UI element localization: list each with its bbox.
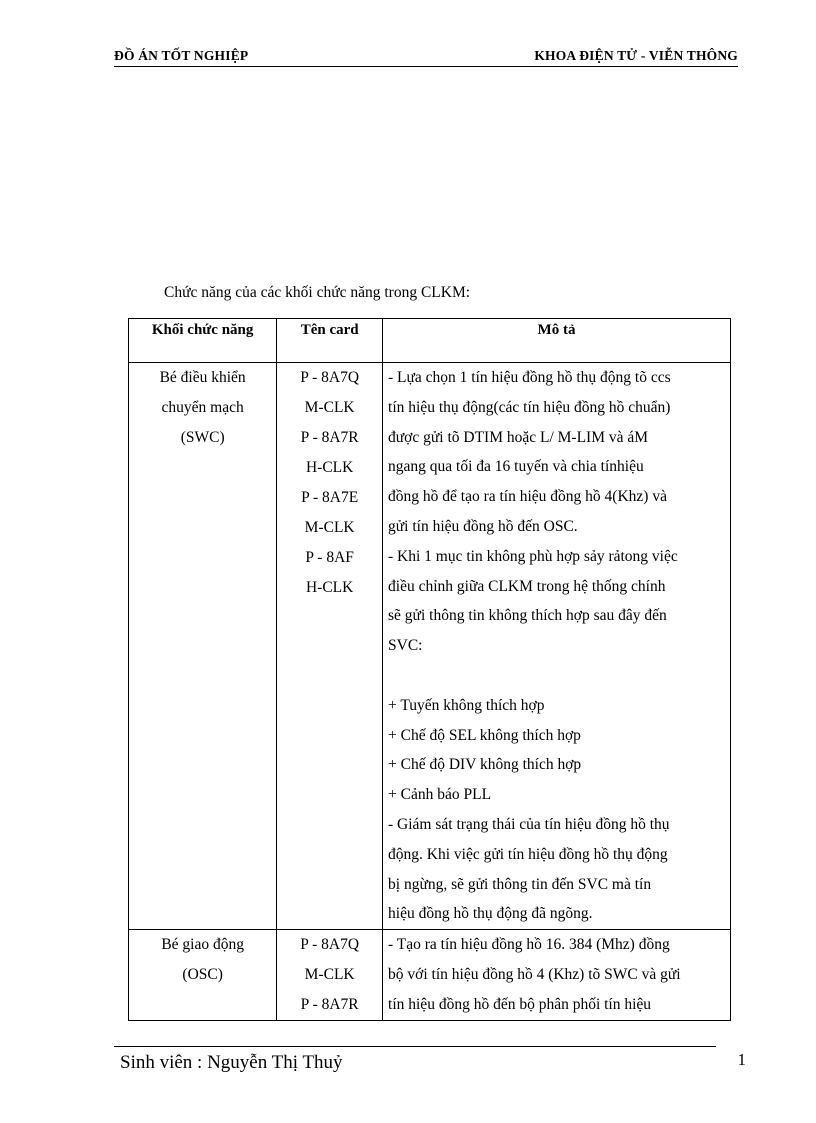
- card-name: H-CLK: [305, 459, 354, 476]
- page-header: [114, 48, 738, 68]
- card-name: M-CLK: [304, 399, 355, 416]
- header-left-title: ĐỒ ÁN TỐT NGHIỆP: [114, 48, 249, 63]
- description-line: điều chỉnh giữa CLKM trong hệ thống chính: [388, 577, 666, 595]
- card-name: P - 8A7E: [301, 489, 359, 506]
- description-line: bị ngừng, sẽ gửi thông tin đến SVC mà tín: [388, 875, 652, 893]
- column-header-block: Khối chức năng: [129, 319, 277, 363]
- header-right-title: KHOA ĐIỆN TỬ - VIỄN THÔNG: [534, 48, 738, 63]
- description-line: - Khi 1 mục tin không phù hợp sảy rảtong việc: [388, 547, 678, 565]
- description-line: SVC:: [388, 637, 423, 655]
- card-name: P - 8A7Q: [300, 369, 360, 386]
- description-line: + Cảnh báo PLL: [388, 786, 492, 804]
- column-header-card: Tên card: [277, 319, 383, 363]
- card-name: P - 8A7R: [300, 996, 359, 1014]
- function-table: [128, 318, 731, 1021]
- description-cell: [383, 363, 731, 930]
- description-line: tín hiệu thụ động(các tín hiệu đồng hồ chuẩn): [388, 398, 671, 416]
- description-line: - Lựa chọn 1 tín hiệu đồng hồ thụ động tõ ccs: [388, 369, 671, 386]
- block-name-line: Bé giao động: [161, 936, 244, 954]
- description-line: sẽ gửi thông tin không thích hợp sau đây đến: [388, 607, 667, 625]
- footer-rule: [114, 1046, 716, 1047]
- block-cell: [129, 930, 277, 1021]
- description-line: - Tạo ra tín hiệu đồng hồ 16. 384 (Mhz) đồng: [388, 936, 670, 954]
- block-name-line: chuyển mạch: [161, 399, 244, 416]
- page-number: 1: [737, 1050, 746, 1069]
- card-cell: [277, 930, 383, 1021]
- table-row: [129, 930, 731, 1021]
- description-line: + Chế độ DIV không thích hợp: [388, 756, 582, 774]
- card-name: M-CLK: [304, 519, 355, 536]
- block-cell: [129, 363, 277, 930]
- table-header-row: [129, 319, 731, 363]
- student-name: Sinh viên : Nguyễn Thị Thuỷ: [120, 1052, 343, 1073]
- description-line: được gửi tõ DTIM hoặc L/ M-LIM và áM: [388, 428, 649, 446]
- description-line: + Tuyến không thích hợp: [388, 696, 545, 714]
- description-line: - Giám sát trạng thái của tín hiệu đồng hồ thụ: [388, 815, 670, 833]
- description-line: ngang qua tối đa 16 tuyến và chia tínhiệu: [388, 458, 644, 476]
- description-line: động. Khi việc gửi tín hiệu đồng hồ thụ động: [388, 845, 668, 863]
- block-name-line: (SWC): [180, 429, 225, 446]
- table-caption: Chức năng của các khối chức năng trong CLKM:: [164, 284, 471, 301]
- header-rule: [114, 66, 738, 67]
- card-name: P - 8A7Q: [300, 936, 360, 954]
- description-line: gửi tín hiệu đồng hồ đến OSC.: [388, 517, 578, 535]
- description-line: + Chế độ SEL không thích hợp: [388, 726, 581, 744]
- description-line: đồng hồ để tạo ra tín hiệu đồng hồ 4(Khz) và: [388, 488, 667, 506]
- block-name-line: (OSC): [182, 966, 223, 984]
- description-line: tín hiệu đồng hồ đến bộ phân phối tín hiệu: [388, 995, 652, 1013]
- description-blank-line: [388, 661, 725, 691]
- table-row: [129, 363, 731, 930]
- card-cell: [277, 363, 383, 930]
- card-name: P - 8A7R: [300, 429, 359, 446]
- description-cell: [383, 930, 731, 1021]
- card-name: H-CLK: [305, 579, 354, 596]
- block-name-line: Bé điều khiển: [159, 369, 246, 386]
- description-line: bộ với tín hiệu đồng hồ 4 (Khz) tõ SWC và gửi: [388, 965, 681, 983]
- card-name: P - 8AF: [305, 549, 354, 566]
- description-line: hiệu đồng hồ thụ động đã ngõng.: [388, 905, 593, 923]
- card-name: M-CLK: [304, 966, 355, 984]
- column-header-description: Mô tả: [383, 319, 731, 363]
